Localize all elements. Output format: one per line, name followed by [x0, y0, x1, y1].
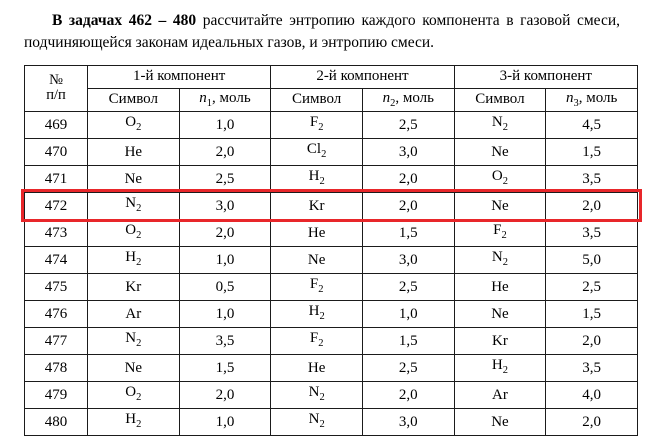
component-1-moles-text: 2,0 [215, 386, 235, 403]
component-1-symbol [88, 273, 180, 300]
component-1-symbol-text: $O_2$ [125, 221, 142, 241]
component-3-symbol-text: Ne [491, 197, 509, 214]
component-3-symbol-text: $O_2$ [491, 167, 508, 187]
component-1-symbol [88, 165, 180, 192]
component-1-symbol [88, 111, 180, 138]
header-moles-3 [546, 88, 638, 111]
header-symbol-1 [88, 88, 180, 111]
table-row [25, 273, 638, 300]
component-2-symbol-text: $F_2$ [309, 329, 324, 349]
row-number [25, 408, 88, 435]
component-1-symbol [88, 381, 180, 408]
row-number [25, 327, 88, 354]
row-number [25, 381, 88, 408]
component-1-moles [179, 111, 271, 138]
component-2-symbol [271, 165, 363, 192]
row-number-text: 473 [44, 224, 68, 241]
component-2-symbol-text: $H_2$ [308, 302, 325, 322]
component-1-moles [179, 219, 271, 246]
table-row [25, 246, 638, 273]
header-moles-2-tail: , моль [395, 90, 434, 107]
component-2-symbol [271, 246, 363, 273]
component-3-moles-text: 5,0 [582, 251, 602, 268]
component-2-moles [362, 273, 454, 300]
component-3-moles-text: 2,5 [582, 278, 602, 295]
component-2-symbol [271, 111, 363, 138]
component-3-symbol-text: Ne [491, 305, 509, 322]
header-moles-3-var: n [565, 90, 574, 107]
row-number [25, 138, 88, 165]
component-2-moles-text: 2,5 [398, 359, 418, 376]
component-2-symbol-text: $N_2$ [308, 410, 325, 430]
component-1-symbol-text: Ar [125, 305, 142, 322]
component-1-moles-text: 1,0 [215, 116, 235, 133]
table-row [25, 408, 638, 435]
component-3-symbol-text: Kr [492, 332, 508, 349]
row-number-text: 477 [44, 332, 68, 349]
component-2-moles-text: 2,0 [398, 386, 418, 403]
component-3-moles [546, 219, 638, 246]
component-3-symbol-text: $N_2$ [491, 248, 508, 268]
table-row [25, 138, 638, 165]
component-2-symbol [271, 192, 363, 219]
component-2-moles [362, 138, 454, 165]
header-symbol-3 [454, 88, 546, 111]
row-number-text: 470 [44, 143, 68, 160]
component-3-symbol [454, 111, 546, 138]
intro-rest-text: рассчитайте энтропию каждого компонента в газовой смеси, подчиняющейся законам идеальных газов, и энтропию смеси. [24, 12, 621, 52]
component-3-moles [546, 408, 638, 435]
intro-bold-range: В задачах 462 – 480 [52, 12, 197, 29]
component-1-moles-text: 1,0 [215, 251, 235, 268]
component-1-symbol-text: $O_2$ [125, 383, 142, 403]
row-number [25, 246, 88, 273]
component-2-moles-text: 3,0 [398, 413, 418, 430]
component-1-symbol [88, 327, 180, 354]
component-1-moles-text: 3,5 [215, 332, 235, 349]
table-row [25, 111, 638, 138]
component-3-symbol [454, 273, 546, 300]
component-2-symbol-text: He [307, 359, 326, 376]
component-3-moles [546, 381, 638, 408]
component-1-symbol-text: He [124, 143, 143, 160]
header-moles-1-tail: , моль [212, 90, 251, 107]
component-1-moles [179, 381, 271, 408]
component-2-moles [362, 219, 454, 246]
row-number-text: 478 [44, 359, 68, 376]
component-3-symbol-text: Ar [492, 386, 508, 403]
component-1-moles [179, 300, 271, 327]
component-1-moles [179, 192, 271, 219]
component-3-moles-text: 2,0 [582, 332, 602, 349]
table-row [25, 300, 638, 327]
component-3-symbol-text: He [491, 278, 509, 295]
component-1-symbol [88, 138, 180, 165]
component-1-symbol-text: $H_2$ [125, 410, 142, 430]
row-number-text: 471 [44, 170, 68, 187]
component-2-symbol-text: $F_2$ [309, 113, 324, 133]
component-3-moles-text: 2,0 [582, 197, 602, 214]
header-group-1: 1-й компонент [88, 65, 271, 88]
component-2-moles-text: 2,5 [398, 278, 418, 295]
component-3-symbol-text: Ne [491, 413, 509, 430]
component-3-moles [546, 111, 638, 138]
component-3-moles [546, 273, 638, 300]
component-1-moles [179, 327, 271, 354]
row-number [25, 219, 88, 246]
component-2-moles [362, 300, 454, 327]
component-1-moles-text: 1,5 [215, 359, 235, 376]
component-3-moles [546, 354, 638, 381]
component-3-symbol [454, 300, 546, 327]
table-body [25, 111, 638, 435]
table-row [25, 165, 638, 192]
row-number [25, 192, 88, 219]
component-1-moles-text: 2,5 [215, 170, 235, 187]
component-2-symbol-text: $Cl_2$ [306, 140, 327, 160]
header-moles-3-tail: , моль [578, 90, 618, 107]
component-2-symbol [271, 138, 363, 165]
component-2-moles [362, 111, 454, 138]
table-header-row-top [25, 65, 638, 88]
table-row [25, 354, 638, 381]
header-moles-2 [362, 88, 454, 111]
component-2-moles [362, 192, 454, 219]
component-2-moles-text: 1,5 [398, 332, 418, 349]
component-2-moles-text: 2,0 [398, 170, 418, 187]
component-3-moles-text: 1,5 [582, 143, 602, 160]
component-2-moles [362, 165, 454, 192]
component-3-symbol [454, 219, 546, 246]
component-3-moles-text: 1,5 [582, 305, 602, 322]
header-moles-2-sub: 2 [390, 98, 396, 110]
component-1-moles-text: 0,5 [215, 278, 235, 295]
component-1-moles [179, 138, 271, 165]
component-2-symbol [271, 327, 363, 354]
component-3-moles [546, 192, 638, 219]
component-3-moles-text: 3,5 [582, 359, 602, 376]
problems-table [24, 65, 638, 436]
table-head [25, 65, 638, 111]
component-3-moles-text: 4,5 [582, 116, 602, 133]
header-symbol-2-label: Символ [291, 91, 342, 108]
header-moles-1 [179, 88, 271, 111]
component-1-symbol-text: Ne [124, 359, 143, 376]
component-3-moles [546, 165, 638, 192]
component-3-symbol [454, 327, 546, 354]
component-1-symbol [88, 300, 180, 327]
component-2-moles-text: 1,5 [398, 224, 418, 241]
row-number-text: 476 [44, 305, 68, 322]
component-2-symbol [271, 273, 363, 300]
component-2-symbol [271, 354, 363, 381]
header-symbol-3-label: Символ [475, 91, 525, 108]
component-2-symbol-text: Ne [307, 251, 326, 268]
component-1-moles [179, 354, 271, 381]
component-3-symbol [454, 381, 546, 408]
component-1-moles [179, 246, 271, 273]
component-2-symbol-text: Kr [308, 197, 325, 214]
component-2-symbol-text: $H_2$ [308, 167, 325, 187]
component-3-moles-text: 3,5 [582, 170, 602, 187]
component-3-moles [546, 300, 638, 327]
component-3-moles-text: 3,5 [582, 224, 602, 241]
component-1-moles-text: 2,0 [215, 143, 235, 160]
intro-paragraph [24, 10, 620, 55]
component-3-symbol [454, 354, 546, 381]
component-2-moles-text: 1,0 [398, 305, 418, 322]
component-1-symbol [88, 246, 180, 273]
component-2-moles-text: 3,0 [398, 251, 418, 268]
row-number-text: 475 [44, 278, 68, 295]
component-1-moles [179, 273, 271, 300]
component-3-moles-text: 4,0 [582, 386, 602, 403]
component-3-moles [546, 327, 638, 354]
header-moles-3-sub: 3 [573, 98, 579, 110]
component-3-symbol [454, 246, 546, 273]
row-number [25, 165, 88, 192]
header-group-3: 3-й компонент [454, 65, 637, 88]
table-row [25, 327, 638, 354]
row-number-text: 469 [44, 116, 68, 133]
row-number [25, 300, 88, 327]
row-number [25, 111, 88, 138]
component-1-symbol-text: Kr [125, 278, 142, 295]
component-3-moles-text: 2,0 [582, 413, 602, 430]
component-3-symbol-text: Ne [491, 143, 509, 160]
table-row [25, 192, 638, 219]
component-2-moles [362, 354, 454, 381]
component-1-moles-text: 3,0 [215, 197, 235, 214]
component-3-symbol-text: $H_2$ [491, 356, 508, 376]
component-2-moles [362, 381, 454, 408]
component-3-symbol-text: $N_2$ [491, 113, 508, 133]
row-number-text: 474 [44, 251, 68, 268]
component-1-symbol [88, 192, 180, 219]
component-2-moles-text: 2,0 [398, 197, 418, 214]
component-1-moles [179, 408, 271, 435]
header-moles-2-var: n [382, 90, 391, 107]
table-header-row-sub [25, 88, 638, 111]
component-1-moles-text: 2,0 [215, 224, 235, 241]
component-1-symbol [88, 354, 180, 381]
component-1-symbol-text: $N_2$ [125, 194, 142, 214]
component-3-symbol-text: $F_2$ [493, 221, 507, 241]
component-2-symbol [271, 381, 363, 408]
component-2-moles-text: 2,5 [398, 116, 418, 133]
component-3-symbol [454, 192, 546, 219]
component-3-moles [546, 138, 638, 165]
component-2-symbol-text: $F_2$ [309, 275, 324, 295]
component-1-moles-text: 1,0 [215, 305, 235, 322]
component-3-moles [546, 246, 638, 273]
header-moles-1-sub: 1 [206, 98, 213, 110]
component-3-symbol [454, 138, 546, 165]
component-2-symbol-text: $N_2$ [308, 383, 325, 403]
component-3-symbol [454, 165, 546, 192]
header-group-2: 2-й компонент [271, 65, 454, 88]
row-number-text: 479 [44, 386, 68, 403]
row-number [25, 273, 88, 300]
header-symbol-1-label: Символ [108, 91, 158, 108]
header-number-column [25, 65, 88, 111]
component-2-moles [362, 327, 454, 354]
component-1-moles [179, 165, 271, 192]
component-2-moles [362, 246, 454, 273]
component-2-symbol [271, 300, 363, 327]
header-symbol-2 [271, 88, 363, 111]
component-2-symbol [271, 408, 363, 435]
row-number-text: 472 [44, 197, 68, 214]
component-1-symbol-text: $N_2$ [125, 329, 142, 349]
header-number-line1: № [49, 72, 63, 89]
component-1-moles-text: 1,0 [215, 413, 235, 430]
row-number-text: 480 [44, 413, 68, 430]
component-1-symbol-text: $H_2$ [125, 248, 142, 268]
component-2-moles-text: 3,0 [398, 143, 418, 160]
table-row [25, 381, 638, 408]
component-3-symbol [454, 408, 546, 435]
component-1-symbol-text: $O_2$ [125, 113, 142, 133]
component-1-symbol [88, 408, 180, 435]
component-1-symbol [88, 219, 180, 246]
component-1-symbol-text: Ne [124, 170, 143, 187]
component-2-symbol [271, 219, 363, 246]
table-row [25, 219, 638, 246]
header-moles-1-var: n [199, 90, 207, 107]
header-number-line2: п/п [46, 87, 66, 104]
component-2-moles [362, 408, 454, 435]
component-2-symbol-text: He [307, 224, 326, 241]
row-number [25, 354, 88, 381]
